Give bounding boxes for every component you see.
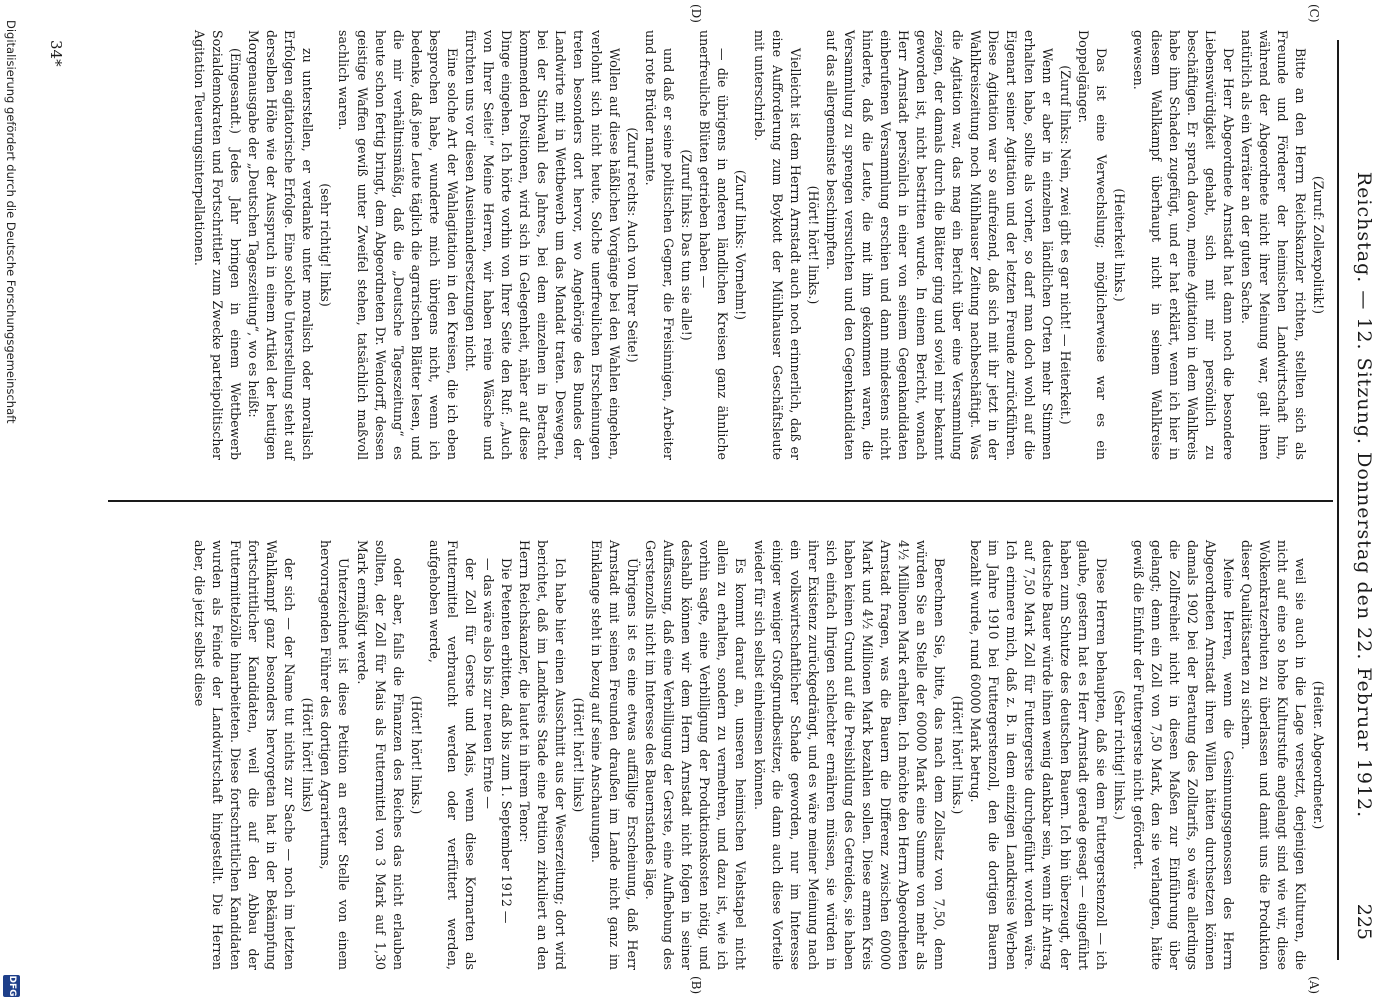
interjection: (Hört! hört! links.) — [805, 185, 821, 305]
paragraph: Vielleicht ist dem Herrn Arnstadt auch noch erinnerlich, daß er eine Aufforderung zum Boykott der Mühlhauser Geschäftsleute mit unterschrieb. — [751, 30, 803, 460]
margin-mark-d: (D) — [689, 4, 703, 23]
paragraph: der sich — der Name tut nichts zur Sache — noch im letzten Wahlkampf ganz besonders hervorgetan hat in der Bekämpfung fortschrittlicher Kandidaten, weil die auf den Abbau der Futtermittelzölle hinarbeiteten. Diese fortschrittlichen Kandidaten wurden als Feinde der Landwirtschaft hingestellt. Die Herren aber, die jetzt selbst diese — [192, 540, 298, 970]
header-rule — [1337, 40, 1339, 960]
digitization-note: Digitalisierung gefördert durch die Deutsche Forschungsgemeinschaft — [4, 20, 18, 424]
header-title: Reichstag. — 12. Sitzung. Donnerstag den 22. Februar 1912. — [1353, 171, 1375, 819]
interjection: (Hört! hört! links.) — [950, 695, 966, 815]
paragraph: Die Petenten erbitten, daß bis zum 1. September 1912 — — [498, 558, 514, 924]
paragraph: Wenn er aber in einzelnen ländlichen Orten mehr Stimmen erhalten habe, sollte als vorher, so darf man doch wohl auf die Eigenart seiner Agitation und der letzten Freunde zurückführen. Diese Agitation war so aufreizend, daß sich mit ihr jetzt in der Wahlkreiszeitung noch Mühlhauser Zeitung nachbeschäftigt. Was die Agitation war, das mag ein Bericht über eine Versammlung zeigen, der damals durch die Blätter ging und soviel mir bekannt geworden ist, nicht bestritten wurde. In einem Bericht, wonach Herr Arnstadt persönlich in einer von seinem Gegenkandidaten einberufenen Versammlung erschien und dann mindestens nicht hinderte, daß die Leute, die mit ihm gekommen waren, die Versammlung zu sprengen versuchten und den Gegenkandidaten auf das allergemeinste beschimpften. — [823, 30, 1056, 460]
paragraph: der Zoll für Gerste und Mais, wenn diese Kornarten als Futtermittel verbraucht werden oder verfüttert werden, aufgehoben werde, — [426, 540, 478, 970]
page-header — [1339, 50, 1379, 940]
paragraph: Es kommt darauf an, unseren heimischen Viehstapel nicht allein zu erhalten, sondern zu vermehren, und dazu ist, wie ich vorhin sagte, eine Verbilligung der Produktionskosten nötig, und deshalb können wir dem Herrn Arnstadt nicht folgen in seiner Auffassung, daß eine Verbilligung der Gerste, eine Aufhebung des Gerstenzolls nicht im Interesse des Bauernstandes läge. — [643, 540, 749, 970]
interjection: (sehr richtig! links) — [318, 183, 334, 307]
interjection: (Hört! hört! links) — [571, 697, 587, 813]
paragraph: Ich habe hier einen Ausschnitt aus der Weserzeitung; dort wird berichtet, daß im Landkreis Stade eine Petition zirkuliert an den Herrn Reichskanzler, die lautet in ihrem Tenor: — [516, 540, 569, 970]
interjection: (Zuruf links: Vornehm!) — [733, 169, 749, 321]
paragraph: — das wäre also bis zur neuen Ernte — — [480, 558, 496, 809]
paragraph: Das ist eine Verwechslung; möglicherweise war es ein Doppelgänger. — [1076, 30, 1110, 460]
dfg-logo: DFG — [3, 975, 20, 997]
digitization-strip — [0, 0, 20, 1000]
paragraph: Diese Herren behaupten, daß sie dem Futtergerstenzoll — ich glaube, gestern hat es Herr Arnstadt gerade gesagt — eingeführt haben zum Schutze des deutschen Bauern. Ich bin überzeugt, der deutsche Bauer würde ihnen wenig dankbar sein, wenn ihr Antrag auf 7,50 Mark Zoll für Futtergerste durchgeführt worden wäre. Ich erinnere mich, daß z. B. in dem einzigen Landkreise Werben im Jahre 1910 bei Futtergerstenzoll, den die dortigen Bauern bezahlt wurde, rund 60000 Mark betrug. — [968, 540, 1110, 970]
interjection: (Zuruf links: Nein, zwei gibt es gar nicht! — Heiterkeit.) — [1058, 65, 1074, 425]
right-column — [190, 540, 1327, 970]
paragraph: Der Herr Abgeordnete Arnstadt hat dann noch die besondere Liebenswürdigkeit gehabt, sich mit mir persönlich zu beschäftigen. Er sprach davon, meine Agitation in dem Wahlkreis habe ihm Schaden zugefügt, und er hat erklärt, wenn ich hier in diesem Wahlkampf überhaupt nicht in seinem Wahlkreise gewesen. — [1130, 30, 1236, 460]
interjection: (Heiterkeit links.) — [1112, 188, 1128, 302]
paragraph: Berechnen Sie, bitte, das nach dem Zollsatz von 7,50, denn würden Sie an Stelle der 60000 Mark eine Summe von mehr als 4½ Millionen Mark erhalten. Ich möchte den Herrn Abgeordneten Arnstadt fragen, was die Bauern die Differenz zwischen 60000 Mark und 4½ Millionen Mark bezahlen sollen. Diese armen Kreis haben keinen Grund auf die Preisbildung des Getreides, sie haben sich einfach Ihrigen schlechter ernähren müssen, sie würden in ihrer Existenz zurückgedrängt, und es wäre meiner Meinung nach ein volkswirtschaftlicher Schade geworden, nur im Interesse einiger weniger Großgrundbesitzer, die dann auch diese Vorteile wieder für sich selbst einheimsen können. — [751, 540, 948, 970]
interjection: (Zuruf: Zollexpolitik!) — [1311, 175, 1326, 315]
paragraph: Eine solche Art der Wahlagitation in den Kreisen, die ich eben besprochen habe, wunderte mich übrigens nicht, wenn ich bedenke, daß jene Leute täglich die agrarischen Blätter lesen, und die mir verhältnismäßig, daß die „Deutsche Tageszeitung“ es heute schon fertig bringt, dem Abgeordneten Dr. Wendorff, dessen geistige Waffen gewiß unter Zweifel stehen, tatsächlich maßvoll sachlich waren. — [336, 30, 460, 460]
paragraph: Bitte an den Herrn Reichskanzler richten, stellten sich als Freunde und Förderer der heimischen Landwirtschaft hin, während der Abgeordnete nicht ihrer Meinung war, galt ihnen natürlich als ein Verräter an der guten Sache. — [1238, 30, 1308, 460]
interjection: (Heiter. Abgeordneter.) — [1311, 680, 1326, 830]
paragraph: Meine Herren, wenn die Gesinnungsgenossen des Herrn Abgeordneten Arnstadt ihren Willen hätten durchsetzen können damals 1902 bei der Beratung des Zolltarifs, so wäre allerdings die Zollfreiheit nicht in diesen Maßen zur Einführung über gelangt; denn ein Zoll von 7,50 Mark, den sie verlangten, hätte gewiß die Einfuhr der Futtergerste nicht gefördert. — [1130, 540, 1236, 970]
paragraph: — die übrigens in anderen ländlichen Kreisen ganz ähnliche unerfreuliche Blüten getrieben haben — — [697, 30, 731, 460]
margin-mark-b: (B) — [689, 976, 703, 995]
paragraph: und daß er seine politischen Gegner, die Freisinnigen, Arbeiter und rote Brüder nannte. — [643, 30, 677, 460]
paragraph: zu unterstellen, er verdanke unter moralisch oder moralisch Erfolgen agitatorische Erfolge. Eine solche Unterstellung steht auf derselben Höhe wie der Ausspruch in einem Artikel der heutigen Morgenausgabe der „Deutschen Tageszeitung“, wo es heißt: — [246, 30, 316, 460]
interjection: (Sehr richtig! links.) — [1112, 690, 1128, 820]
interjection: (Hört! hört! links) — [300, 697, 316, 813]
margin-mark-a: (A) — [1307, 976, 1321, 995]
paragraph: Übrigens ist es eine etwas auffällige Erscheinung, daß Herr Arnstadt mit seinen Freunden draußen im Lande nicht ganz im Einklange steht in bezug auf seine Anschauungen. — [589, 540, 641, 970]
column-divider — [108, 500, 1333, 502]
margin-mark-c: (C) — [1307, 4, 1321, 23]
page-number: 225 — [1353, 903, 1375, 940]
interjection: (Zuruf rechts: Auch von Ihrer Seite!) — [625, 127, 641, 363]
paragraph: weil sie auch in die Lage versetzt, derjenigen Kulturen, die nicht auf eine so hohe Kulturstufe angelangt sind wie wir, diese Wolkenkratzerbuten zu überlassen und damit uns die Produktion dieser Qualitätsarten zu sichern. — [1238, 540, 1308, 970]
signature-mark: 34* — [47, 40, 65, 67]
left-column — [190, 30, 1327, 460]
interjection: (Zuruf links: Das tun sie alle!) — [679, 149, 695, 341]
paragraph: Unterzeichnet ist diese Petition an erster Stelle von einem hervorragenden Führer des dortigen Agrariertums, — [318, 540, 352, 970]
paragraph: oder aber, falls die Finanzen des Reiches das nicht erlauben sollten, der Zoll für Mais als Futtermittel von 3 Mark auf 1,30 Mark ermäßigt werde. — [354, 540, 406, 970]
paragraph: (Eingesandt.) Jedes Jahr bringen in einem Wettbewerb Sozialdemokraten und Fortschrittler zum Zwecke parteipolitischer Agitation Teuerungsinterpellationen. — [192, 30, 244, 460]
paragraph: Wollen auf diese häßlichen Vorgänge bei den Wahlen eingehen, verlohnt sich nicht heute. Solche unerfreulichen Erscheinungen treten besonders dort hervor, wo Angehörige des Bundes der Landwirte mit in Wettbewerb um das Mandat traten. Deswegen, bei der Stichwahl des Jahres, bei dem einzelnen in Betracht kommenden Positionen, wird sich in Gelegenheit, näher auf diese Dinge eingehen. Ich hörte vorhin von Ihrer Seite den Ruf: „Auch von Ihrer Seite!“ Meine Herren, wir haben reine Wäsche und fürchten uns vor diesen Auseinandersetzungen nicht. — [462, 30, 623, 460]
interjection: (Hört! hört! links.) — [408, 695, 424, 815]
